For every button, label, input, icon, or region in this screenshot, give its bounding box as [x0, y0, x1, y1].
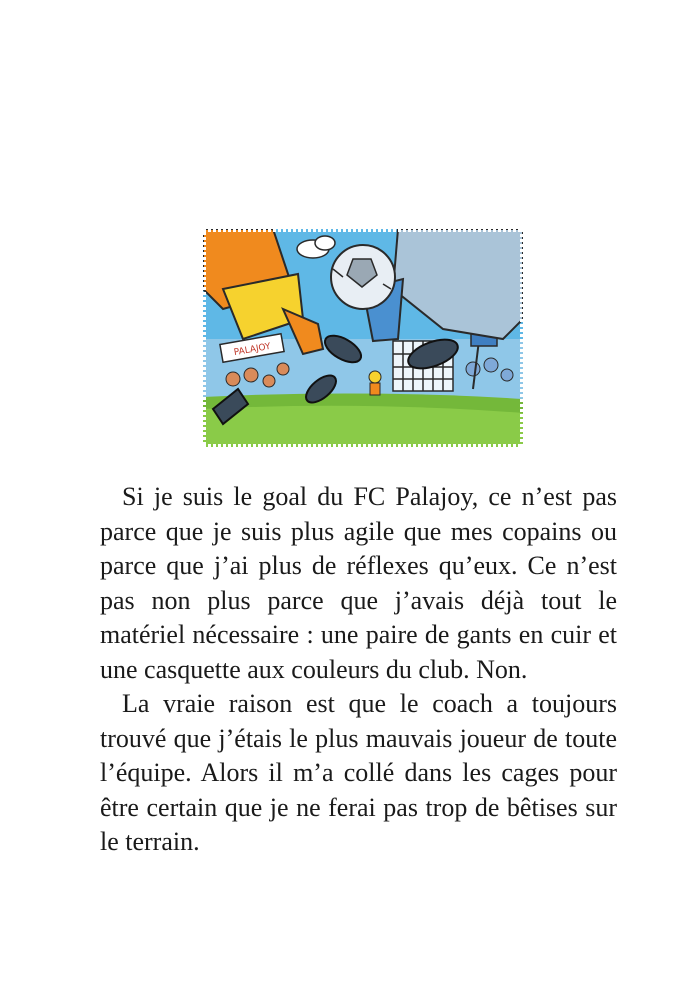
paragraph-2: La vraie raison est que le coach a toujours trouvé que j’étais le plus mauvais joueur de toute l’équipe. Alors il m’a collé dans les cages pour être certain que je ne ferai pas trop de bêtises sur le terrain.: [100, 689, 617, 856]
story-text: [100, 480, 617, 860]
soccer-ball: [331, 245, 395, 309]
small-goalkeeper: [369, 371, 381, 395]
banner-text: PALAJOY: [233, 341, 272, 359]
paragraph-1: Si je suis le goal du FC Palajoy, ce n’est pas parce que je suis plus agile que mes copains ou parce que j’ai plus de réflexes qu’eux. Ce n’est pas non plus parce que j’avais déjà tout le matériel nécessaire : une paire de gants en cuir et une casquette aux couleurs du club. Non.: [100, 482, 617, 684]
soccer-illustration: [203, 229, 523, 447]
